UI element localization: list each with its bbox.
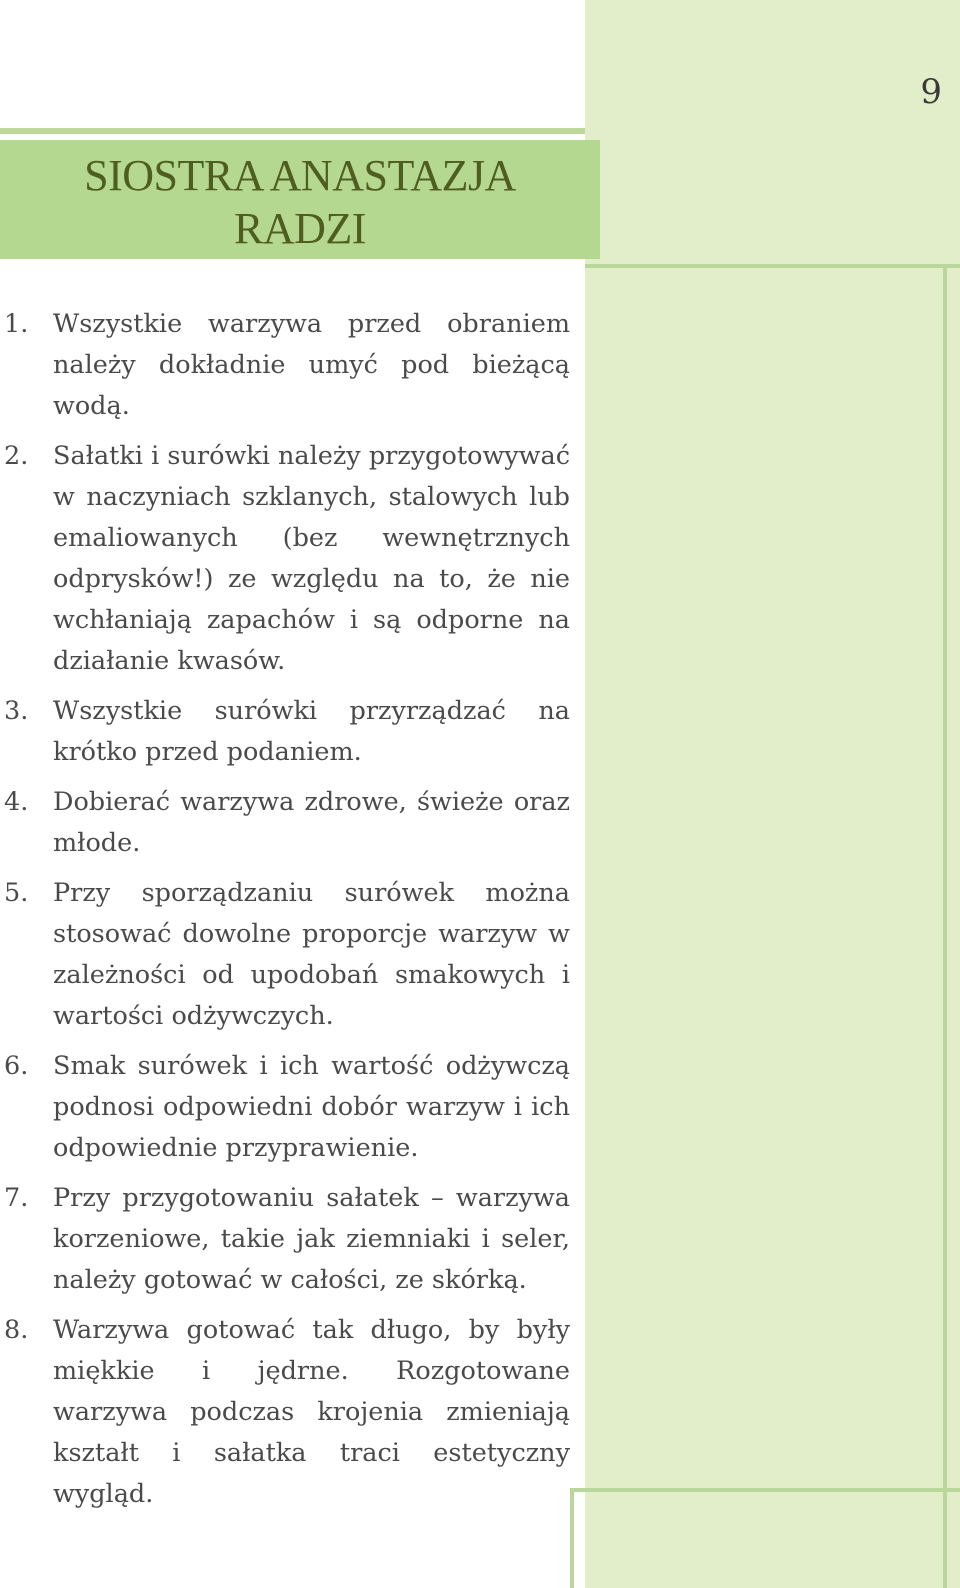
frame-right-rule: [943, 264, 947, 1588]
list-item-number: 8.: [4, 1315, 29, 1345]
list-item: [0, 1178, 575, 1301]
list-item-text: Dobierać warzywa zdrowe, świeże oraz młode.: [53, 787, 570, 858]
page-title-line-1: SIOSTRA ANASTAZJA: [84, 151, 516, 200]
tips-list: [0, 304, 575, 1524]
list-item-number: 7.: [4, 1183, 29, 1213]
bottom-frame-rule: [570, 1488, 960, 1492]
list-item-text: Sałatki i surówki należy przygotowywać w naczyniach szklanych, stalowych lub emaliowanych (bez wewnętrznych odprysków!) ze względu na to, że nie wchłaniają zapachów i są odporne na działanie kwasów.: [53, 441, 570, 676]
list-item-number: 3.: [4, 696, 29, 726]
list-item-text: Smak surówek i ich wartość odżywczą podnosi odpowiedni dobór warzyw i ich odpowiednie przyprawienie.: [53, 1051, 570, 1163]
list-item: [0, 873, 575, 1037]
page-number: 9: [920, 72, 942, 112]
list-item-number: 6.: [4, 1051, 29, 1081]
list-item-text: Przy sporządzaniu surówek można stosować dowolne proporcje warzyw w zależności od upodobań smakowych i wartości odżywczych.: [53, 878, 570, 1031]
side-panel: [585, 0, 960, 1588]
list-item-number: 1.: [4, 309, 29, 339]
frame-top-rule: [585, 264, 960, 268]
list-item-number: 4.: [4, 787, 29, 817]
list-item: [0, 436, 575, 682]
top-rule: [0, 128, 585, 134]
list-item: [0, 1046, 575, 1169]
list-item-text: Wszystkie surówki przyrządzać na krótko przed podaniem.: [53, 696, 570, 767]
list-item-number: 5.: [4, 878, 29, 908]
list-item-text: Warzywa gotować tak długo, by były miękkie i jędrne. Rozgotowane warzywa podczas krojenia zmieniają kształt i sałatka traci estetyczny wygląd.: [53, 1315, 570, 1509]
list-item-text: Wszystkie warzywa przed obraniem należy dokładnie umyć pod bieżącą wodą.: [53, 309, 570, 421]
list-item: [0, 1310, 575, 1515]
list-item-text: Przy przygotowaniu sałatek – warzywa korzeniowe, takie jak ziemniaki i seler, należy gotować w całości, ze skórką.: [53, 1183, 570, 1295]
list-item-number: 2.: [4, 441, 29, 471]
list-item: [0, 691, 575, 773]
list-item: [0, 304, 575, 427]
list-item: [0, 782, 575, 864]
page-title-line-2: RADZI: [234, 204, 366, 253]
